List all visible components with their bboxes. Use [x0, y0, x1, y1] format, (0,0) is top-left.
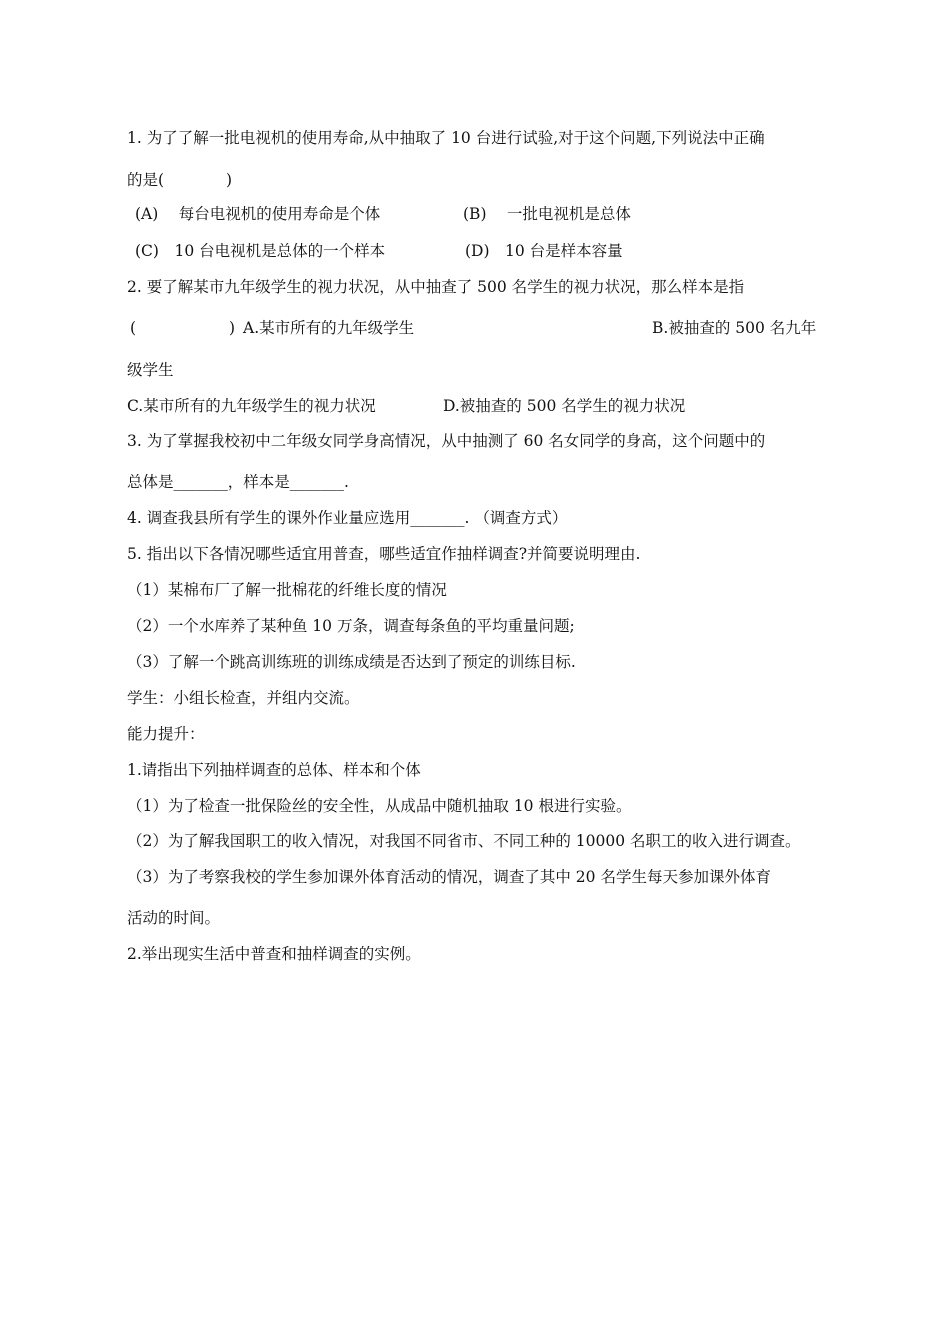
student-note: 学生：小组长检查，并组内交流。: [127, 689, 360, 707]
q2-stem: 2. 要了解某市九年级学生的视力状况，从中抽查了 500 名学生的视力状况，那么样本是指: [127, 278, 745, 296]
q2-answer-paren: ( ): [130, 319, 236, 337]
ability-q1: 1.请指出下列抽样调查的总体、样本和个体: [127, 761, 421, 779]
q4-line: 4. 调查我县所有学生的课外作业量应选用_______. （调查方式）: [127, 509, 568, 527]
q2-option-a: A.某市所有的九年级学生: [243, 319, 415, 337]
ability-q2: 2.举出现实生活中普查和抽样调查的实例。: [127, 945, 421, 963]
q1-option-c: (C) 10 台电视机是总体的一个样本: [135, 242, 386, 260]
q2-option-b-line2: 级学生: [127, 361, 174, 379]
q2-option-d: D.被抽查的 500 名学生的视力状况: [443, 397, 686, 415]
ability-item-3-line1: （3）为了考察我校的学生参加课外体育活动的情况，调查了其中 20 名学生每天参加课外体育: [127, 868, 771, 886]
ability-section-title: 能力提升：: [127, 725, 205, 743]
q1-option-d: (D) 10 台是样本容量: [465, 242, 623, 260]
q3-line2: 总体是_______，样本是_______.: [127, 473, 349, 491]
q3-line1: 3. 为了掌握我校初中二年级女同学身高情况，从中抽测了 60 名女同学的身高，这个问题中的: [127, 432, 766, 450]
q5-item-1: （1）某棉布厂了解一批棉花的纤维长度的情况: [127, 581, 447, 599]
q1-option-b: (B) 一批电视机是总体: [463, 205, 631, 223]
ability-item-1: （1）为了检查一批保险丝的安全性，从成品中随机抽取 10 根进行实验。: [127, 797, 632, 815]
q2-option-b-line1: B.被抽查的 500 名九年: [652, 319, 817, 337]
q5-item-2: （2）一个水库养了某种鱼 10 万条，调查每条鱼的平均重量问题;: [127, 617, 575, 635]
q5-item-3: （3）了解一个跳高训练班的训练成绩是否达到了预定的训练目标.: [127, 653, 576, 671]
q2-option-c: C.某市所有的九年级学生的视力状况: [127, 397, 376, 415]
q1-stem-line2: 的是( ): [127, 171, 233, 189]
ability-item-2: （2）为了解我国职工的收入情况，对我国不同省市、不同工种的 10000 名职工的收入进行调查。: [127, 832, 801, 850]
q1-stem-line1: 1. 为了了解一批电视机的使用寿命,从中抽取了 10 台进行试验,对于这个问题,下列说法中正确: [127, 129, 765, 147]
q1-option-a: (A) 每台电视机的使用寿命是个体: [135, 205, 381, 223]
ability-item-3-line2: 活动的时间。: [127, 909, 221, 927]
q5-line: 5. 指出以下各情况哪些适宜用普查，哪些适宜作抽样调查?并简要说明理由.: [127, 545, 641, 563]
